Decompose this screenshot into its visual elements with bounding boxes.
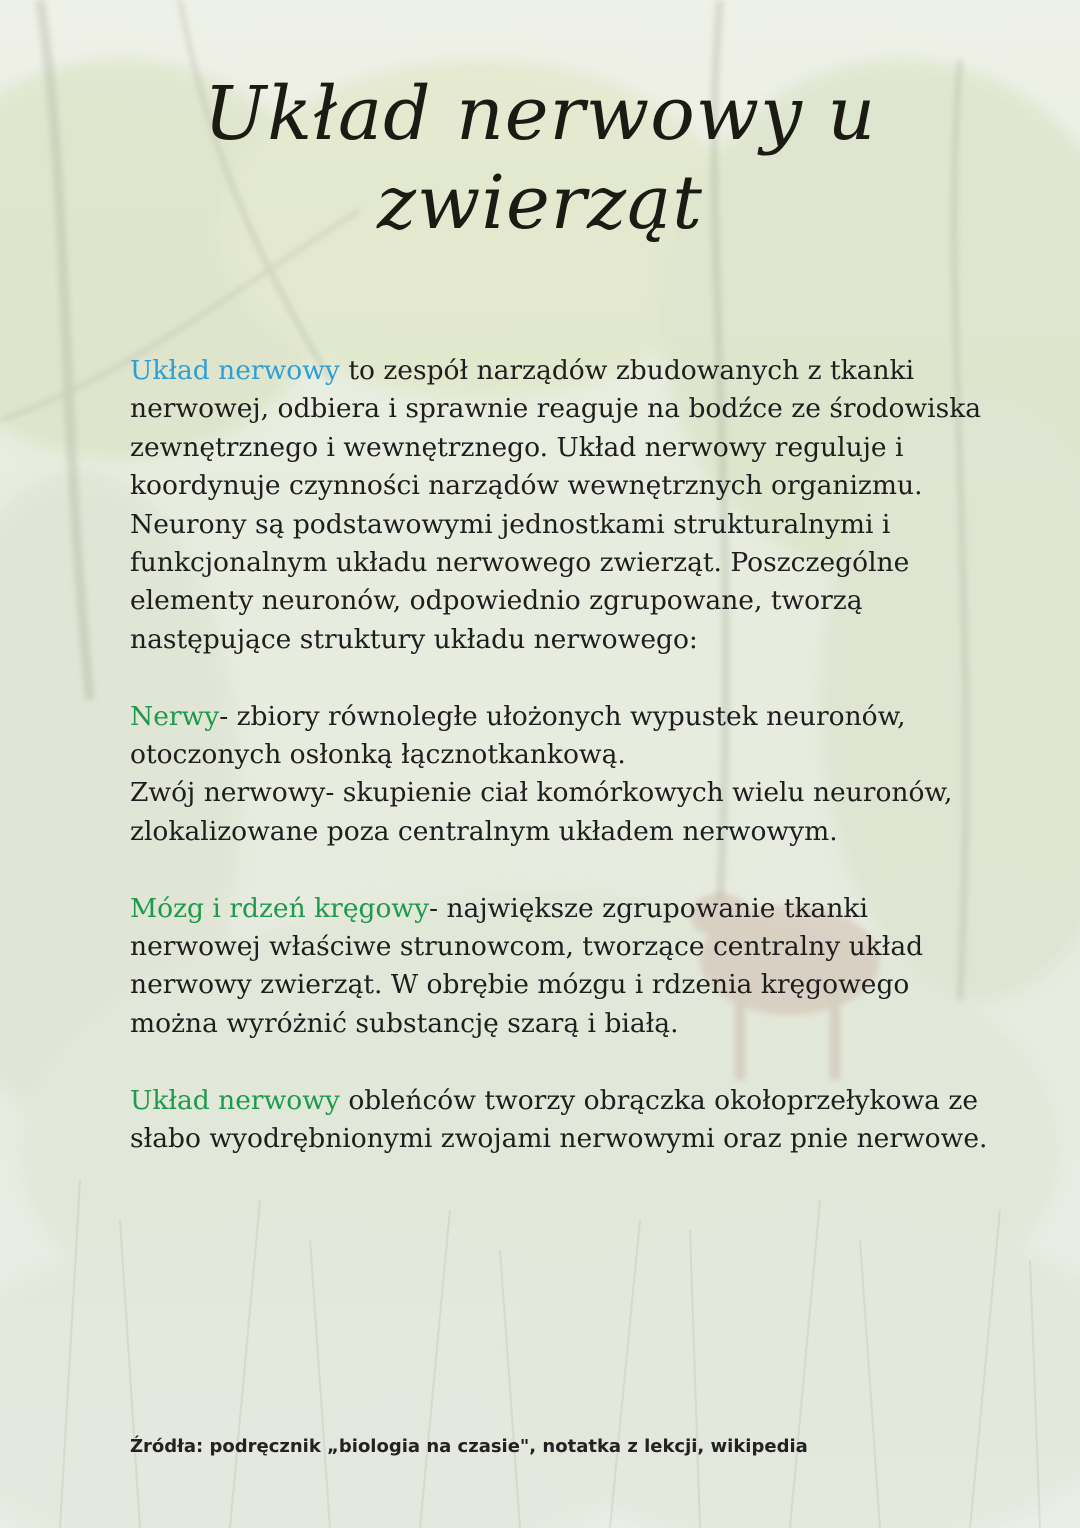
paragraph-mozg (130, 890, 990, 1044)
term-uklad-nerwowy-green: Układ nerwowy (130, 1084, 340, 1116)
main-text (130, 352, 990, 1158)
page-title: Układ nerwowy u zwierząt (203, 71, 877, 246)
paragraph-oblence (130, 1082, 990, 1159)
paragraph-zwoj (130, 774, 990, 851)
paragraph-text: - największe zgrupowanie tkanki nerwowej właściwe strunowcom, tworzące centralny układ nerwowy zwierząt. W obrębie mózgu i rdzenia kręgowego można wyróżnić substancję szarą i białą. (130, 892, 924, 1039)
paragraph-text: to zespół narządów zbudowanych z tkanki nerwowej, odbiera i sprawnie reaguje na bodźce ze środowiska zewnętrznego i wewnętrznego. Układ nerwowy reguluje i koordynuje czynności narządów wewnętrznych organizmu. Neurony są podstawowymi jednostkami strukturalnymi i funkcjonalnym układu nerwowego zwierząt. Poszczególne elementy neuronów, odpowiednio zgrupowane, tworzą następujące struktury układu nerwowego: (130, 355, 982, 655)
paragraph-nerwy (130, 698, 990, 775)
paragraph-intro (130, 352, 990, 659)
paragraph-text: - zbiory równoległe ułożonych wypustek neuronów, otoczonych osłonką łącznotkankową. (130, 700, 906, 771)
sources-note: Źródła: podręcznik „biologia na czasie", notatka z lekcji, wikipedia (130, 1436, 808, 1457)
term-nerwy: Nerwy (130, 700, 220, 732)
paragraph-text: obleńców tworzy obrączka okołoprzełykowa ze słabo wyodrębnionymi zwojami nerwowymi oraz pnie nerwowe. (130, 1084, 988, 1155)
paragraph-text: Zwój nerwowy- skupienie ciał komórkowych wielu neuronów, zlokalizowane poza centralnym układem nerwowym. (130, 777, 953, 847)
term-mozg-rdzen: Mózg i rdzeń kręgowy (130, 892, 430, 924)
term-uklad-nerwowy: Układ nerwowy (130, 355, 340, 386)
